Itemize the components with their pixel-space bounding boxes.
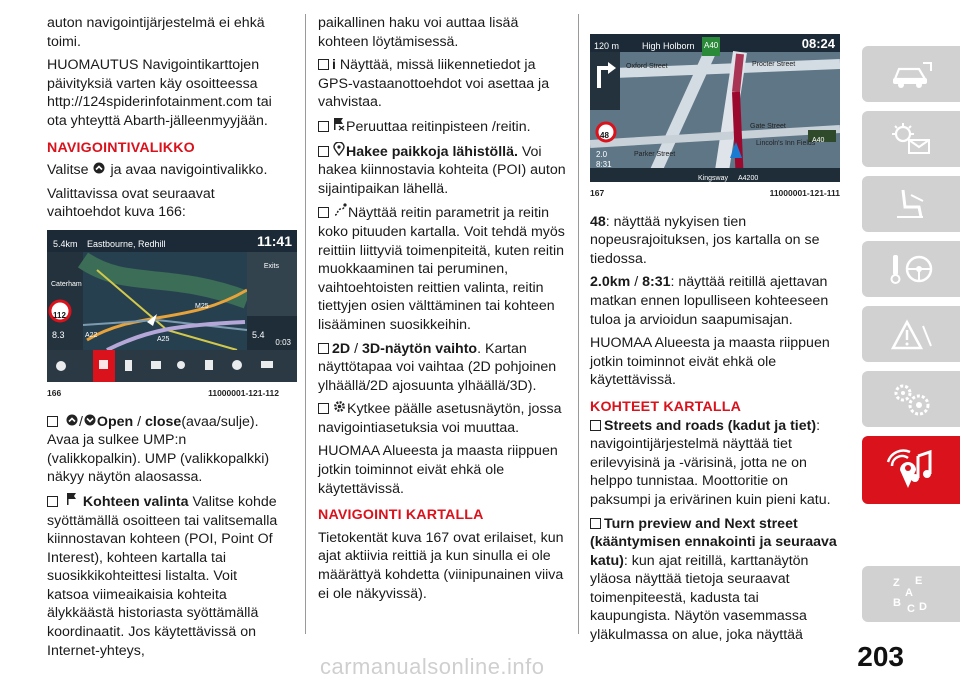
section-heading-menu: NAVIGOINTIVALIKKO — [47, 139, 195, 156]
bullet-box — [318, 146, 329, 157]
nav-screen-167 — [590, 34, 840, 182]
svg-text:C: C — [907, 603, 915, 614]
map-label: A25 — [157, 335, 170, 343]
tab-car[interactable] — [862, 46, 960, 102]
chevron-down-icon — [84, 413, 96, 432]
screen-distance: 5.4km — [53, 238, 78, 249]
bullet-box — [318, 343, 329, 354]
svg-text:B: B — [893, 597, 901, 609]
paragraph-select: Valitse ja avaa navigointivalikko. — [47, 162, 268, 179]
figure-caption-167: 167 11000001-121-111 — [590, 188, 840, 198]
flag-destination-icon — [66, 492, 78, 512]
map-label: Oxford Street — [626, 63, 668, 70]
item-route: Näyttää reitin parametrit ja reitin koko pituuden kartalla. Voit tehdä myös reittiin liittyviä toimenpiteitä, kuten reitin muokkaaminen tai peruminen, vaihtoehtoisten reittien valinta, reitin tiettyjen osien välttäminen tai kohteen lisääminen suosikkeihin. — [318, 205, 565, 333]
item-info: i Näyttää, missä liikennetiedot ja GPS-vastaanottoehdot voi asettaa ja vahvistaa. — [318, 57, 550, 111]
cancel-route-icon — [333, 117, 345, 137]
music-nav-icon — [886, 448, 936, 492]
nav-map-166 — [47, 230, 297, 382]
speed-limit: 112 — [53, 310, 66, 320]
note-availability: HUOMAA Alueesta ja maasta riippuen jotkin toiminnot eivät ehkä ole käytettävissä. — [590, 335, 830, 389]
nav-screen-166 — [47, 230, 297, 382]
map-label: Caterham — [51, 280, 82, 288]
column-2 — [318, 14, 572, 608]
screen-dist3: 5.4 — [252, 329, 265, 340]
screen-distance: 120 m — [594, 41, 620, 51]
route-icon — [333, 203, 347, 223]
paragraph-options: Valittavissa ovat seuraavat vaihtoehdot kuva 166: — [47, 185, 215, 221]
column-divider-2 — [578, 14, 579, 634]
bullet-box — [318, 121, 329, 132]
svg-text:E: E — [915, 575, 923, 587]
warning-triangle-icon — [889, 316, 933, 352]
screen-street: Eastbourne, Redhill — [87, 238, 166, 249]
bullet-box — [47, 416, 58, 427]
item-open-close: / Open / close(avaa/sulje). Avaa ja sulkee UMP:n (valikkopalkin). UMP (valikkopalkki) näkyy näytön alaosassa. — [47, 413, 270, 486]
screen-eta: 8:31 — [596, 160, 612, 169]
screen-dist2: 2.0 — [596, 150, 608, 159]
seat-icon — [889, 187, 933, 221]
tab-index[interactable] — [862, 566, 960, 622]
note-update: HUOMAUTUS Navigointikarttojen päivityksiä varten käy osoitteessa http://124spiderinfotainment.com tai ota yhteyttä Abarth-jälleenmyyjään. — [47, 57, 272, 129]
bullet-box — [318, 207, 329, 218]
gear-icon — [333, 400, 346, 419]
paragraph: auton navigointijärjestelmä ei ehkä toimi. — [47, 15, 265, 50]
item-2d-3d: 2D / 3D-näytön vaihto. Kartan näyttötapaa voi vaihtaa (2D pohjoinen ylhäällä/2D ajosuunta ylhäällä/3D). — [318, 340, 557, 394]
screen-dist2: 8.3 — [52, 329, 65, 340]
item-settings: Kytkee päälle asetusnäytön, jossa navigointiasetuksia voi muuttaa. — [318, 401, 562, 436]
section-heading-map: NAVIGOINTI KARTALLA — [318, 507, 484, 524]
chevron-up-icon — [66, 413, 78, 432]
column-3 — [590, 14, 840, 650]
road-badge: A40 — [702, 37, 720, 56]
paragraph-speed: 48: näyttää nykyisen tien nopeusrajoituksen, jos kartalla on se tiedossa. — [590, 213, 820, 267]
map-label: Parker Street — [634, 151, 676, 158]
note-availability: HUOMAA Alueesta ja maasta riippuen jotkin toiminnot eivät ehkä ole käytettävissä. — [318, 443, 558, 497]
map-label: M25 — [195, 302, 209, 310]
bullet-box — [590, 518, 601, 529]
paragraph: paikallinen haku voi auttaa lisää kohteen löytämisessä. — [318, 15, 519, 50]
tab-safety[interactable] — [862, 176, 960, 232]
item-poi: Hakee paikkoja lähistöllä. Voi hakea kiinnostavia kohteita (POI) auton sijaintipaikan lähellä. — [318, 143, 566, 197]
tab-emergency[interactable] — [862, 306, 960, 362]
map-label: Lincoln's Inn Fields — [756, 140, 816, 147]
nav-map-167 — [590, 34, 840, 182]
watermark: carmanualsonline.info — [320, 654, 545, 679]
speed-limit: 48 — [600, 131, 609, 140]
info-icon: i — [332, 57, 336, 74]
wrench-steering-icon — [887, 251, 935, 287]
tab-multimedia[interactable] — [862, 436, 960, 504]
figure-caption-166: 166 11000001-121-112 — [47, 387, 279, 398]
svg-text:D: D — [919, 601, 927, 613]
paragraph-distance: 2.0km / 8:31: näyttää reitillä ajettavan matkan ennen lopulliseen kohteeseen tuloa ja arvioidun saapumisajan. — [590, 274, 829, 328]
item-streets: Streets and roads (kadut ja tiet): navigointijärjestelmä näyttää tiet erilevyisinä ja -värisinä, jotta ne on helppo tunnistaa. Moottoritie on paksumpi ja erivärinen kuin pieni katu. — [590, 417, 831, 508]
screen-clock: 11:41 — [256, 232, 292, 249]
tools-gear-icon — [889, 381, 933, 417]
map-label: A4200 — [738, 175, 759, 182]
item-destination: Kohteen valinta Valitse kohde syöttämällä osoitteen tai valitsemalla kiinnostavan kohteen (POI, Point Of Interest), kohteen kartalla tai suosikkikohteittesi listalta. Voit katsoa viimeaikaisia kohteita älykkäästä historiasta syöttämällä koordinaatit. Jos käytettävissä on Internet-yhteys, — [47, 493, 278, 659]
bullet-box — [590, 420, 601, 431]
page-number: 203 — [857, 641, 904, 672]
column-1 — [47, 14, 292, 665]
screen-street: High Holborn — [642, 41, 695, 51]
tab-maintenance[interactable] — [862, 371, 960, 427]
map-label: A40 — [812, 137, 825, 144]
light-mail-icon — [889, 122, 933, 156]
tab-warning-lights[interactable] — [862, 111, 960, 167]
bullet-box — [318, 59, 329, 70]
column-divider-1 — [305, 14, 306, 634]
item-cancel: Peruuttaa reitinpisteen /reitin. — [318, 117, 572, 137]
screen-eta: 0:03 — [275, 337, 291, 347]
screen-clock: 08:24 — [801, 36, 835, 51]
map-pin-icon — [333, 142, 345, 162]
screen-exits[interactable]: Exits — [263, 262, 279, 270]
bullet-box — [318, 403, 329, 414]
tab-starting[interactable] — [862, 241, 960, 297]
chevron-up-icon — [93, 161, 105, 180]
item-turn-preview: Turn preview and Next street (kääntymisen ennakointi ja seuraava katu): kun ajat reitillä, karttanäytön yläosa näyttää tietoja seuraavat toimenpiteestä, kadusta tai kaupungista. Näytön vasemmassa yläkulmassa on alue, joka näyttää — [590, 515, 837, 644]
car-icon — [889, 59, 933, 89]
section-heading-objects: KOHTEET KARTALLA — [590, 398, 742, 415]
paragraph-map: Tietokentät kuva 167 ovat erilaiset, kun ajat aktiivia reittiä ja kun sinulla ei ole määrättyä kohdetta (viinipunainen viiva ei ole näkyvissä). — [318, 529, 564, 602]
svg-text:Z: Z — [893, 577, 900, 589]
bullet-box — [47, 496, 58, 507]
map-label: Gate Street — [750, 123, 786, 130]
map-label: Kingsway — [698, 175, 728, 182]
map-label: A22 — [85, 331, 98, 339]
svg-text:A: A — [905, 587, 913, 599]
abc-index-icon — [889, 574, 933, 614]
map-label: Procter Street — [752, 61, 796, 68]
